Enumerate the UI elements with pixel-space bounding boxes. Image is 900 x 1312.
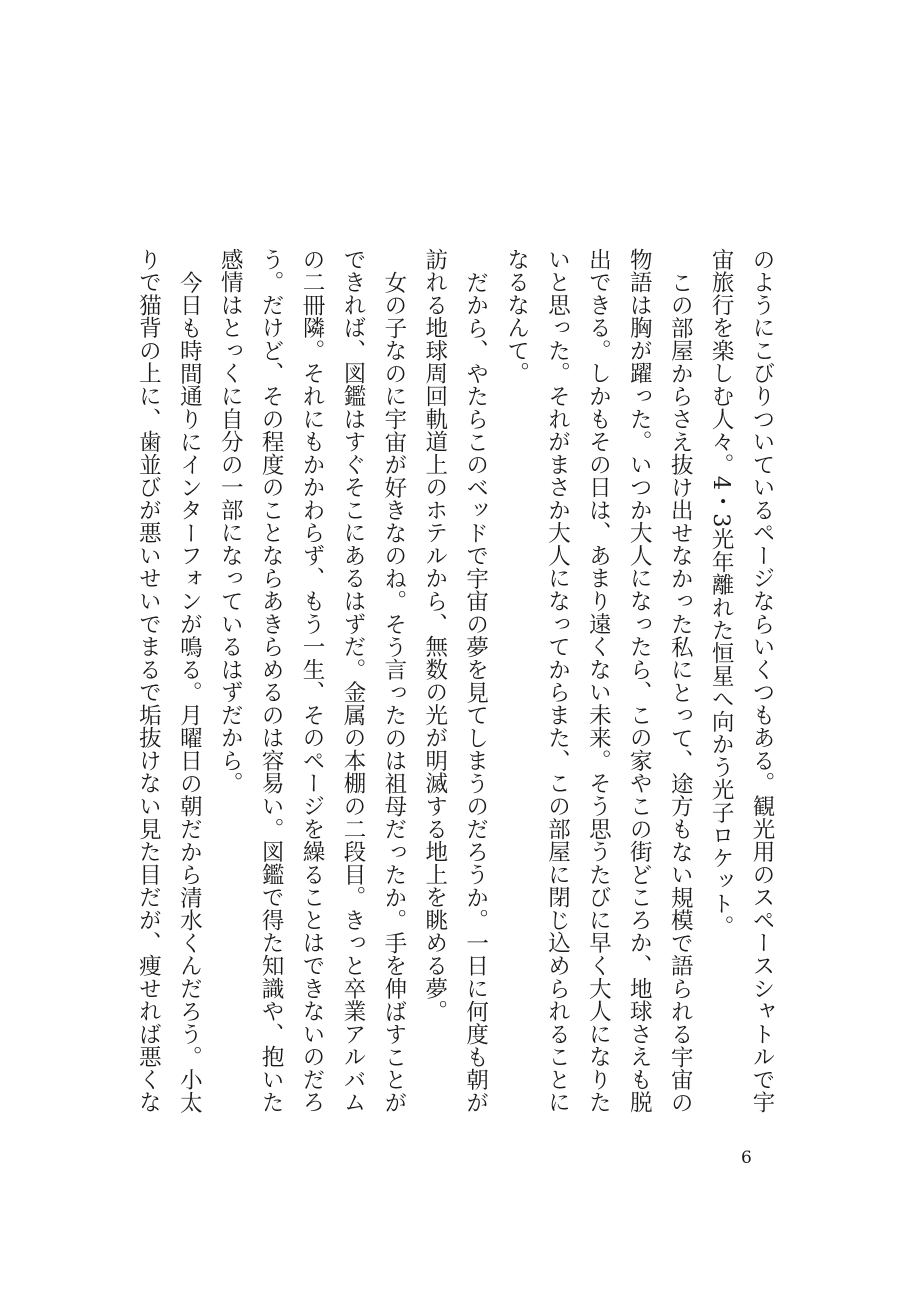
- paragraph-4: 女の子なのに宇宙が好きなのね。そう言ったのは祖母だったか。手を伸ばすことができれば、図鑑はすぐそこにあるはずだ。金属の本棚の二段目。きっと卒業アルバムの二冊隣。それにもかかわらず、もう一生、そのページを繰ることはできないのだろう。だけど、その程度のことならあきらめるのは容易い。図鑑で得た知識や、抱いた感情はとっくに自分の一部になっているはずだから。: [217, 248, 407, 1114]
- page-number: 6: [741, 1148, 752, 1168]
- paragraph-3: だから、やたらこのベッドで宇宙の夢を見てしまうのだろうか。一日に何度も朝が訪れる地球周回軌道上のホテルから、無数の光が明滅する地上を眺める夢。: [421, 248, 489, 1114]
- paragraph-1: のようにこびりついているページならいくつもある。観光用のスペースシャトルで宇宙旅行を楽しむ人々。4・3光年離れた恒星へ向かう光子ロケット。: [708, 248, 775, 1114]
- paragraph-2: この部屋からさえ抜け出せなかった私にとって、途方もない規模で語られる宇宙の物語は胸が躍った。いつか大人になったら、この家やこの街どころか、地球さえも脱出できる。しかもその日は、あまり遠くない未来。そう思うたびに早く大人になりたいと思った。それがまさか大人になってからまた、この部屋に閉じ込められることになるなんて。: [503, 248, 694, 1114]
- paragraph-5: 今日も時間通りにインターフォンが鳴る。月曜日の朝だから清水くんだろう。小太りで猫背の上に、歯並びが悪いせいでまるで垢抜けない見た目だが、痩せれば悪くな: [135, 248, 203, 1114]
- body-text: [128, 248, 783, 1128]
